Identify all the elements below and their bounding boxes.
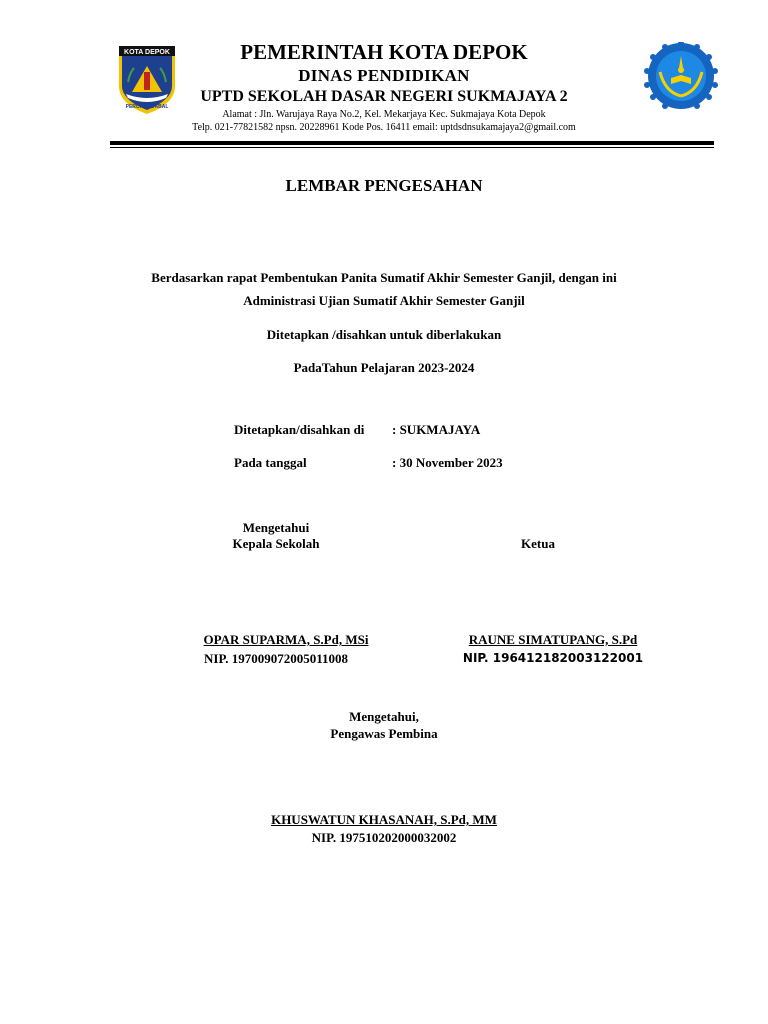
logo-kota-depok-text: KOTA DEPOK (124, 49, 170, 56)
supervisor-name: KHUSWATUN KHASANAH, S.Pd, MM (271, 812, 497, 827)
logo-motto: PERCAPA DABAL (125, 104, 169, 110)
date-label: Pada tanggal (234, 455, 307, 470)
supervisor-role: Pengawas Pembina (330, 726, 438, 741)
header-contact: Telp. 021-77821582 npsn. 20228961 Kode Pos. 16411 email: uptdsdnsukamajaya2@gmail.com (192, 122, 576, 133)
place-label: Ditetapkan/disahkan di (234, 422, 365, 437)
header-divider-thin (110, 147, 714, 148)
left-signer-role: Kepala Sekolah (232, 536, 320, 551)
left-signer-acknowledge: Mengetahui (242, 520, 310, 535)
body-academic-year: PadaTahun Pelajaran 2023-2024 (293, 360, 475, 375)
header-school: UPTD SEKOLAH DASAR NEGERI SUKMAJAYA 2 (200, 88, 568, 105)
date-value: : 30 November 2023 (392, 455, 503, 470)
body-statement: Ditetapkan /disahkan untuk diberlakukan (266, 327, 502, 342)
left-signer-nip: NIP. 197009072005011008 (204, 651, 348, 666)
right-signer-nip: NIP. 196412182003122001 (462, 651, 644, 665)
header-divider-thick (110, 141, 714, 145)
header-government: PEMERINTAH KOTA DEPOK (240, 40, 528, 64)
supervisor-nip: NIP. 197510202000032002 (311, 830, 457, 845)
right-signer-name: RAUNE SIMATUPANG, S.Pd (468, 632, 638, 647)
header-agency: DINAS PENDIDIKAN (298, 66, 470, 85)
place-value: : SUKMAJAYA (392, 422, 481, 437)
left-signer-name: OPAR SUPARMA, S.Pd, MSi (203, 632, 369, 647)
document-title: LEMBAR PENGESAHAN (285, 176, 483, 195)
body-paragraph-line-2: Administrasi Ujian Sumatif Akhir Semester Ganjil (243, 293, 525, 308)
header-address: Alamat : Jln. Warujaya Raya No.2, Kel. Mekarjaya Kec. Sukmajaya Kota Depok (222, 109, 546, 120)
supervisor-acknowledge: Mengetahui, (349, 709, 419, 724)
right-signer-role: Ketua (521, 536, 555, 551)
body-paragraph-line-1: Berdasarkan rapat Pembentukan Panita Sumatif Akhir Semester Ganjil, dengan ini (151, 270, 617, 285)
